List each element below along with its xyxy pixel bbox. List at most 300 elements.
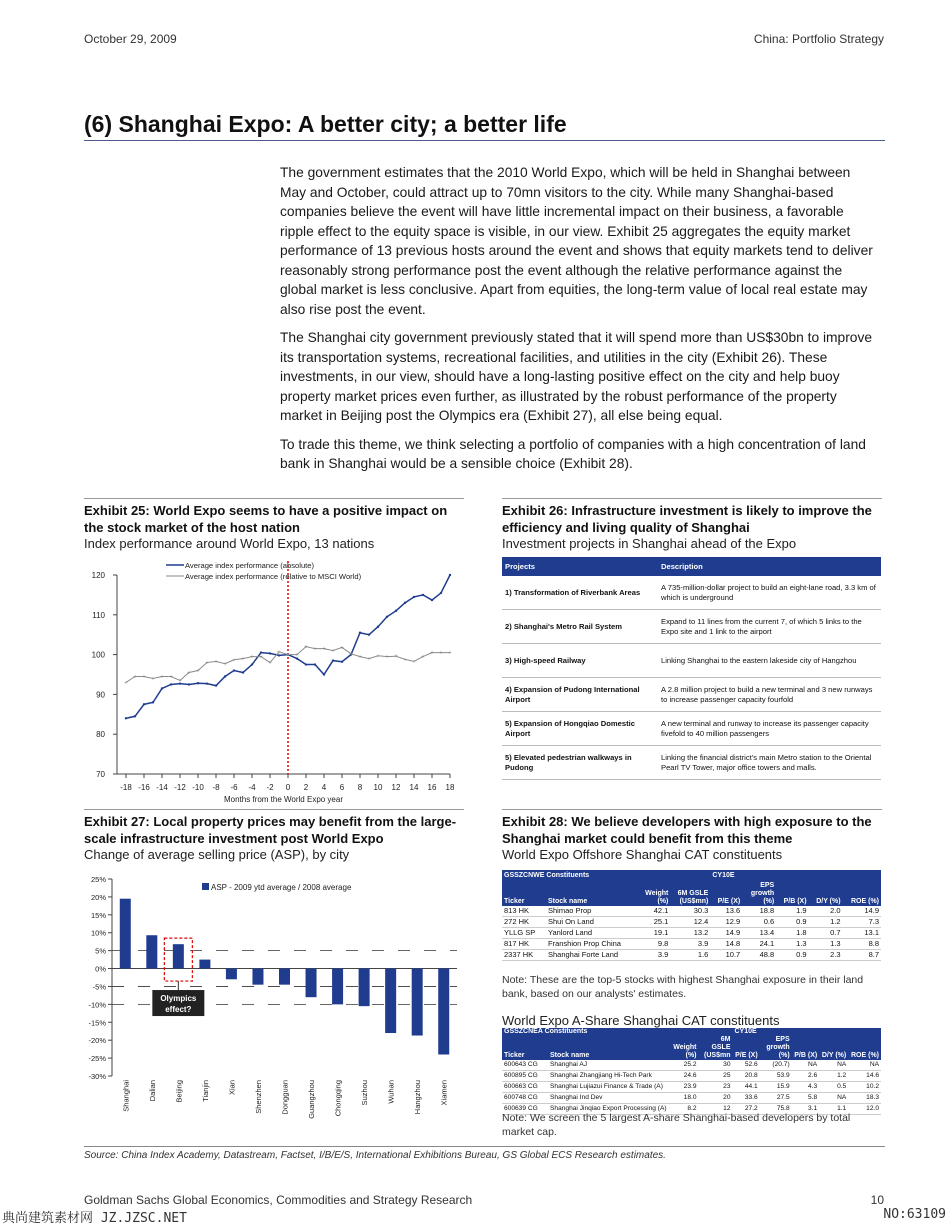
table-cell: 12 (699, 1104, 733, 1115)
table-header: Ticker (502, 880, 546, 906)
table-cell: 9.8 (638, 939, 670, 950)
exhibit-divider (502, 498, 882, 499)
title-divider (84, 140, 885, 141)
table-header: Weight (%) (638, 880, 670, 906)
table-header: Stock name (546, 880, 638, 906)
table-header: EPS growth (%) (760, 1036, 792, 1060)
table-cell: 14.9 (710, 928, 742, 939)
page-title: (6) Shanghai Expo: A better city; a better life (84, 111, 567, 137)
source-note: Source: China Index Academy, Datastream, Factset, I/B/E/S, International Exhibitions Bureau, GS Global ECS Research estimates. (84, 1150, 666, 1161)
data-point (332, 659, 334, 661)
table-cell: 817 HK (502, 939, 546, 950)
table-row (502, 906, 881, 917)
x-tick-label: 18 (445, 783, 455, 792)
table-cell: 42.1 (638, 906, 670, 917)
bar (199, 960, 210, 969)
table-cell: Shanghai Jinqiao Export Processing (A) (548, 1104, 671, 1115)
data-point (440, 592, 442, 594)
y-tick-label: -20% (88, 1036, 106, 1046)
y-tick-label: 110 (92, 610, 105, 620)
ashare-note: Note: We screen the 5 largest A-share Shanghai-based developers by total market cap. (502, 1112, 851, 1138)
table-cell: 19.1 (638, 928, 670, 939)
data-point (422, 594, 424, 596)
y-tick-label: 100 (91, 650, 105, 660)
table-cell: Shanghai Forte Land (546, 950, 638, 961)
legend-swatch (202, 883, 209, 890)
table-cell: 0.6 (742, 917, 776, 928)
x-tick-label: -10 (192, 783, 204, 792)
data-point (323, 673, 325, 675)
table-cell: 10.7 (710, 950, 742, 961)
data-point (413, 596, 415, 598)
table-cell: 4.3 (792, 1082, 820, 1093)
data-point: + (133, 674, 137, 681)
table-cell: 18.0 (671, 1093, 698, 1104)
exhibit-divider (84, 498, 464, 499)
table-cell: 13.1 (843, 928, 881, 939)
x-tick-label: 0 (285, 783, 291, 792)
exhibit25-line-chart (84, 555, 469, 810)
table-row (502, 644, 881, 678)
table-cell: 3.9 (670, 939, 710, 950)
exhibit25-title: Exhibit 25: World Expo seems to have a positive impact on the stock market of the host nation (84, 503, 448, 535)
table-cell: 53.9 (760, 1071, 792, 1082)
project-description: Linking the financial district's main Metro station to the Oriental Pearl TV Tower, major office towers and malls. (658, 746, 881, 780)
table-cell: 600643 CG (502, 1060, 548, 1071)
table-group-header: GSSZCNWE Constituents (502, 870, 710, 880)
data-point (215, 684, 217, 686)
table-cell: 30 (699, 1060, 733, 1071)
data-point (314, 663, 316, 665)
table-cell: 33.6 (733, 1093, 760, 1104)
data-point: + (448, 650, 452, 657)
table-cell: 13.4 (742, 928, 776, 939)
table-header: ROE (%) (848, 1036, 881, 1060)
exhibit27-title: Exhibit 27: Local property prices may benefit from the large-scale infrastructure investment post World Expo (84, 814, 457, 846)
exhibit28-title: Exhibit 28: We believe developers with high exposure to the Shanghai market could benefit from this theme (502, 814, 872, 846)
data-point: + (412, 659, 416, 666)
bar (332, 969, 343, 1005)
y-tick-label: -10% (88, 1000, 106, 1010)
bar (279, 969, 290, 985)
footer-publisher: Goldman Sachs Global Economics, Commodities and Strategy Research (84, 1193, 473, 1207)
table-cell: 27.2 (733, 1104, 760, 1115)
table-header: P/B (X) (792, 1036, 820, 1060)
exhibit25-subtitle: Index performance around World Expo, 13 nations (84, 536, 375, 551)
data-point: + (403, 657, 407, 664)
exhibit26-subtitle: Investment projects in Shanghai ahead of the Expo (502, 536, 797, 551)
table-cell: 24.1 (742, 939, 776, 950)
table-cell: 2.3 (809, 950, 843, 961)
project-name: 1) Transformation of Riverbank Areas (502, 576, 658, 610)
y-tick-label: -25% (88, 1054, 106, 1064)
x-tick-label: 16 (427, 783, 437, 792)
table-cell: Yanlord Land (546, 928, 638, 939)
data-point: + (358, 654, 362, 661)
x-tick-label: -2 (266, 783, 274, 792)
bar (173, 944, 184, 968)
x-tick-label: -14 (156, 783, 168, 792)
table-header: 6M GSLE (US$mn) (670, 880, 710, 906)
table-cell: 23 (699, 1082, 733, 1093)
table-row (502, 610, 881, 644)
table-cell: 1.8 (776, 928, 808, 939)
table-cell: 600663 CG (502, 1082, 548, 1093)
legend-label: Average index performance (relative to MSCI World) (185, 572, 362, 581)
x-tick-label: -18 (120, 783, 132, 792)
table-row (502, 746, 881, 780)
table-header: P/E (X) (733, 1036, 760, 1060)
project-name: 3) High-speed Railway (502, 644, 658, 678)
table-header: ROE (%) (843, 880, 881, 906)
data-point (206, 682, 208, 684)
table-cell: 1.3 (809, 939, 843, 950)
x-tick-label: -6 (230, 783, 238, 792)
table-cell: Shanghai Zhangjiang Hi-Tech Park (548, 1071, 671, 1082)
data-point: + (430, 650, 434, 657)
data-point: + (178, 678, 182, 685)
table-cell: 600639 CG (502, 1104, 548, 1115)
data-point (341, 661, 343, 663)
bar (359, 969, 370, 1007)
data-point: + (241, 656, 245, 663)
project-description: A 2.8 million project to build a new terminal and 3 new runways to increase passenger capacity fourfold (658, 678, 881, 712)
table-cell: 1.2 (809, 917, 843, 928)
table-cell: (20.7) (760, 1060, 792, 1071)
exhibit-divider (502, 809, 882, 810)
y-tick-label: 20% (90, 892, 106, 902)
project-description: A 735-million-dollar project to build an eight-lane road, 3.3 km of which is underground (658, 576, 881, 610)
data-point (359, 632, 361, 634)
project-description: Expand to 11 lines from the current 7, of which 5 links to the Expo site and 1 link to the airport (658, 610, 881, 644)
data-point: + (286, 652, 290, 659)
data-point: + (340, 645, 344, 652)
table-cell: 44.1 (733, 1082, 760, 1093)
table-cell: 15.9 (760, 1082, 792, 1093)
data-point: + (151, 676, 155, 683)
data-point (377, 626, 379, 628)
table-cell: 0.7 (809, 928, 843, 939)
category-label: Shenzhen (253, 1080, 263, 1114)
data-point: + (349, 651, 353, 658)
x-tick-label: -16 (138, 783, 150, 792)
table-cell: 27.5 (760, 1093, 792, 1104)
table-cell: 48.8 (742, 950, 776, 961)
table-cell: 7.3 (843, 917, 881, 928)
table-cell: Shanghai Ind Dev (548, 1093, 671, 1104)
table-cell: Shui On Land (546, 917, 638, 928)
table-cell: 12.9 (710, 917, 742, 928)
data-point: + (169, 674, 173, 681)
table-cell: 13.2 (670, 928, 710, 939)
table-cell: 25.2 (671, 1060, 698, 1071)
table-row (502, 576, 881, 610)
table-group-header: GSSZCNEA Constituents (502, 1028, 733, 1036)
ashare-constituents-table (502, 1028, 881, 1115)
data-point (368, 634, 370, 636)
category-label: Xian (227, 1080, 237, 1096)
x-tick-label: 8 (357, 783, 363, 792)
data-point (251, 663, 253, 665)
table-cell: 14.9 (843, 906, 881, 917)
table-cell: 14.8 (710, 939, 742, 950)
table-header: P/B (X) (776, 880, 808, 906)
data-point: + (313, 646, 317, 653)
y-tick-label: -30% (88, 1072, 106, 1081)
data-point: + (322, 646, 326, 653)
data-point (170, 683, 172, 685)
data-point (152, 701, 154, 703)
exhibit28-subtitle: World Expo Offshore Shanghai CAT constituents (502, 847, 783, 862)
bar (412, 969, 423, 1036)
table-cell: 3.9 (638, 950, 670, 961)
table-cell: 813 HK (502, 906, 546, 917)
page-number: 10 (870, 1193, 884, 1207)
table-header: Projects (502, 557, 658, 576)
table-header: 6M GSLE (US$mn (699, 1036, 733, 1060)
data-point (224, 675, 226, 677)
table-row (502, 678, 881, 712)
table-cell: 0.9 (776, 950, 808, 961)
table-cell: 0.9 (776, 917, 808, 928)
table-cell: 23.9 (671, 1082, 698, 1093)
category-label: Dongguan (280, 1080, 290, 1115)
data-point: + (268, 660, 272, 667)
category-label: Tianjin (200, 1080, 210, 1102)
data-point (125, 717, 127, 719)
data-point: + (277, 649, 281, 656)
table-group-header: CY10E (710, 870, 881, 880)
data-point: + (439, 650, 443, 657)
data-point: + (259, 654, 263, 661)
category-label: Hangzhou (413, 1080, 423, 1115)
table-cell: 14.6 (848, 1071, 881, 1082)
table-cell: 18.8 (742, 906, 776, 917)
table-cell: Shanghai AJ (548, 1060, 671, 1071)
data-point (260, 651, 262, 653)
table-row (502, 712, 881, 746)
data-point: + (421, 654, 425, 661)
table-cell: 1.1 (819, 1104, 848, 1115)
table-cell: Shimao Prop (546, 906, 638, 917)
table-header: D/Y (%) (819, 1036, 848, 1060)
paragraph: The Shanghai city government previously stated that it will spend more than US$30bn to improve its transportation systems, recreational facilities, and utilities in the city (Exhibit 26). These investments, in our view, should have a long-lasting positive effect on the city and help buoy property market prices even further, as illustrated by the robust performance of the property market in Beijing post the Olympics era (Exhibit 27), all else being equal. (280, 330, 873, 423)
data-point: + (196, 668, 200, 675)
table-row (502, 950, 881, 961)
table-cell: 1.6 (670, 950, 710, 961)
table-cell: Shanghai Lujiazui Finance & Trade (A) (548, 1082, 671, 1093)
exhibit-divider (84, 809, 464, 810)
x-tick-label: -8 (212, 783, 220, 792)
exhibit26-title: Exhibit 26: Infrastructure investment is likely to improve the efficiency and living quality of Shanghai (502, 503, 872, 535)
table-row (502, 917, 881, 928)
bar (146, 935, 157, 968)
table-header: Ticker (502, 1036, 548, 1060)
exhibit27-subtitle: Change of average selling price (ASP), by city (84, 847, 350, 862)
x-tick-label: -4 (248, 783, 256, 792)
category-label: Chongqing (333, 1080, 343, 1117)
data-point: + (232, 657, 236, 664)
data-point (242, 671, 244, 673)
table-cell: 30.3 (670, 906, 710, 917)
table-cell: 8.8 (843, 939, 881, 950)
table-header: Description (658, 557, 881, 576)
project-name: 4) Expansion of Pudong International Airport (502, 678, 658, 712)
data-point: + (394, 654, 398, 661)
table-group-header: CY10E (733, 1028, 882, 1036)
table-cell: Franshion Prop China (546, 939, 638, 950)
table-cell: NA (792, 1060, 820, 1071)
y-tick-label: 0% (95, 964, 106, 974)
bar (385, 969, 396, 1033)
offshore-note: Note: These are the top-5 stocks with highest Shanghai exposure in their land bank, based on our analysts' estimates. (502, 974, 864, 1000)
data-point: + (142, 674, 146, 681)
source-divider (84, 1146, 885, 1147)
legend-label: Average index performance (absolute) (185, 561, 315, 570)
bar (120, 899, 131, 969)
project-name: 2) Shanghai's Metro Rail System (502, 610, 658, 644)
category-label: Xiamen (439, 1080, 449, 1106)
project-description: A new terminal and runway to increase its passenger capacity fivefold to 40 million passengers (658, 712, 881, 746)
table-cell: 12.0 (848, 1104, 881, 1115)
data-point: + (214, 659, 218, 666)
table-cell: 8.2 (671, 1104, 698, 1115)
table-cell: 25.1 (638, 917, 670, 928)
x-tick-label: 2 (303, 783, 309, 792)
data-point (395, 610, 397, 612)
table-cell: 600748 CG (502, 1093, 548, 1104)
data-point (269, 652, 271, 654)
data-point (449, 574, 451, 576)
table-cell: 12.4 (670, 917, 710, 928)
data-point: + (376, 653, 380, 660)
category-label: Beijing (174, 1080, 184, 1103)
data-point (431, 599, 433, 601)
category-label: Dalian (147, 1080, 157, 1102)
table-cell: 1.9 (776, 906, 808, 917)
data-point: + (160, 674, 164, 681)
bar (438, 969, 449, 1055)
table-header: P/E (X) (710, 880, 742, 906)
table-cell: 2.6 (792, 1071, 820, 1082)
body-text (280, 163, 880, 483)
x-tick-label: 10 (373, 783, 383, 792)
data-point: + (367, 656, 371, 663)
data-point: + (304, 644, 308, 651)
x-tick-label: 6 (339, 783, 345, 792)
table-cell: 5.8 (792, 1093, 820, 1104)
x-axis-label: Months from the World Expo year (223, 795, 344, 804)
exhibit26-table (502, 557, 881, 780)
table-cell: 10.2 (848, 1082, 881, 1093)
category-label: Suzhou (360, 1080, 370, 1106)
table-cell: 52.6 (733, 1060, 760, 1071)
data-point: + (295, 652, 299, 659)
table-cell: 24.6 (671, 1071, 698, 1082)
table-cell: 20.8 (733, 1071, 760, 1082)
data-point (134, 715, 136, 717)
y-tick-label: 80 (96, 730, 105, 740)
y-tick-label: 5% (95, 946, 106, 956)
table-cell: YLLG SP (502, 928, 546, 939)
data-point (143, 703, 145, 705)
data-point: + (124, 680, 128, 687)
project-name: 5) Expansion of Hongqiao Domestic Airport (502, 712, 658, 746)
x-tick-label: 14 (409, 783, 419, 792)
data-point (404, 602, 406, 604)
table-header: EPS growth (%) (742, 880, 776, 906)
paragraph: To trade this theme, we think selecting a portfolio of companies with a high concentration of land bank in Shanghai would be a sensible choice (Exhibit 28). (280, 436, 866, 471)
table-cell: 13.6 (710, 906, 742, 917)
table-cell: 2.0 (809, 906, 843, 917)
table-cell: 25 (699, 1071, 733, 1082)
bar (306, 969, 317, 998)
callout-label: Olympics (160, 994, 197, 1004)
y-tick-label: 10% (90, 928, 106, 938)
bar (252, 969, 263, 985)
callout-label: effect? (165, 1005, 192, 1015)
data-point: + (223, 661, 227, 668)
table-cell: 1.2 (819, 1071, 848, 1082)
y-tick-label: -15% (88, 1018, 106, 1028)
y-tick-label: 90 (96, 690, 105, 700)
legend-label: ASP - 2009 ytd average / 2008 average (211, 883, 352, 892)
header-section: China: Portfolio Strategy (753, 32, 884, 46)
table-header: Stock name (548, 1036, 671, 1060)
y-tick-label: 25% (90, 875, 106, 884)
data-point (233, 669, 235, 671)
data-point: + (331, 648, 335, 655)
table-row (502, 1082, 881, 1093)
watermark-left: 典尚建筑素材网 JZ.JZSC.NET (2, 1211, 187, 1226)
x-tick-label: 4 (321, 783, 327, 792)
table-cell: 20 (699, 1093, 733, 1104)
category-label: Shanghai (121, 1080, 131, 1112)
watermark-right: NO:63109 (883, 1207, 946, 1222)
paragraph: The government estimates that the 2010 World Expo, which will be held in Shanghai between May and October, could attract up to 70mn visitors to the city. While many Shanghai-based companies believe the event will have little incremental impact on their business, a favorable ripple effect to the equity space is visible, in our view. Exhibit 25 aggregates the equity market performance of 13 previous hosts around the event and shows that equity markets tend to deliver reasonably strong performance post the event although the relative performance against the global market is less conclusive. Apart from equities, the long-term value of local real estate may also rise post the event. (280, 165, 873, 317)
category-label: Wuhan (386, 1080, 396, 1104)
table-row (502, 939, 881, 950)
data-point (161, 687, 163, 689)
table-cell: 3.1 (792, 1104, 820, 1115)
y-tick-label: 15% (90, 910, 106, 920)
project-description: Linking Shanghai to the eastern lakeside city of Hangzhou (658, 644, 881, 678)
table-row (502, 928, 881, 939)
table-cell: NA (819, 1093, 848, 1104)
offshore-constituents-table (502, 870, 881, 961)
table-cell: 8.7 (843, 950, 881, 961)
table-cell: NA (819, 1060, 848, 1071)
y-tick-label: 70 (96, 770, 105, 779)
category-label: Guangzhou (307, 1080, 317, 1119)
table-cell: 2337 HK (502, 950, 546, 961)
y-tick-label: 120 (91, 571, 105, 580)
ashare-subtitle: World Expo A-Share Shanghai CAT constituents (502, 1013, 780, 1028)
table-cell: 272 HK (502, 917, 546, 928)
data-point (197, 682, 199, 684)
project-name: 5) Elevated pedestrian walkways in Pudong (502, 746, 658, 780)
data-point: + (205, 660, 209, 667)
data-point (188, 683, 190, 685)
table-row (502, 1093, 881, 1104)
table-cell: 1.3 (776, 939, 808, 950)
y-tick-label: -5% (92, 982, 106, 992)
table-header: Weight (%) (671, 1036, 698, 1060)
data-point: + (250, 654, 254, 661)
data-point (386, 616, 388, 618)
table-cell: 18.3 (848, 1093, 881, 1104)
table-header: D/Y (%) (809, 880, 843, 906)
